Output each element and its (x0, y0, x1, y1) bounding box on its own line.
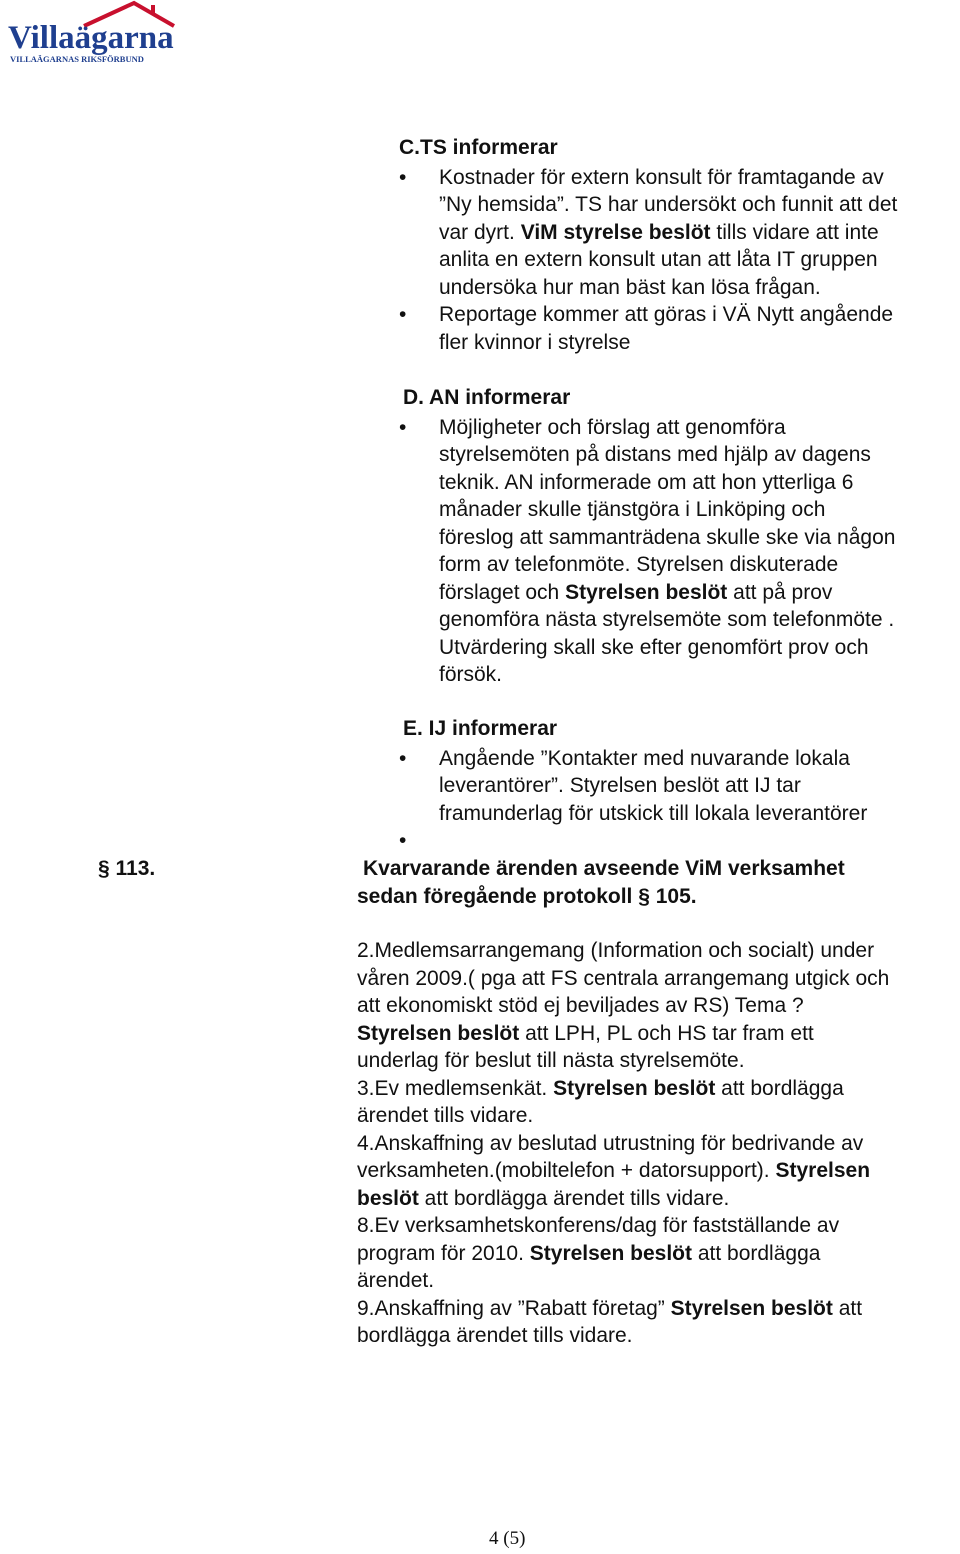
section-d (399, 384, 959, 689)
villaagarna-logo (6, 0, 176, 66)
text-line: anlita en extern konsult utan att låta IT gruppen (439, 248, 878, 271)
text-line: Kvarvarande ärenden avseende ViM verksamhet (363, 857, 845, 880)
section-e (399, 715, 959, 854)
text-line: försök. (439, 663, 503, 686)
text-line: sedan föregående protokoll § 105. (357, 884, 697, 908)
section-symbol: § (98, 857, 110, 880)
text-line: våren 2009.( pga att FS centrala arrangemang utgick och (357, 966, 890, 990)
section-c-bullet-1 (399, 164, 959, 302)
text-line: underlag för beslut till nästa styrelsemöte. (357, 1049, 745, 1072)
text-line: 8.Ev verksamhetskonferens/dag för fastställande av (357, 1214, 840, 1237)
section-c-bullet-2 (399, 301, 959, 356)
text-line: föreslog att sammanträdena skulle ske via någon (439, 525, 896, 549)
section-e-heading: E. IJ informerar (403, 717, 558, 740)
text-line: Angående ”Kontakter med nuvarande lokala (439, 746, 850, 770)
paragraph-title (357, 855, 957, 910)
text-line: styrelsemöten på distans med hjälp av dagens (439, 443, 871, 466)
text-line: Reportage kommer att göras i VÄ Nytt angående (439, 303, 894, 326)
text-line: var dyrt. ViM styrelse beslöt tills vidare att inte (439, 220, 879, 244)
bullet-dot: • (399, 415, 407, 439)
text-line: program för 2010. Styrelsen beslöt att bordlägga (357, 1241, 821, 1265)
text-line: bordlägga ärendet tills vidare. (357, 1324, 633, 1347)
section-e-bullet-empty (399, 827, 959, 854)
text-line: verksamheten.(mobiltelefon + datorsupport). Styrelsen (357, 1159, 871, 1182)
text-line: undersöka hur man bäst kan lösa frågan. (439, 275, 821, 299)
text-line: att ekonomiskt stöd ej beviljades av RS) Tema ? (357, 994, 804, 1017)
text-line: Utvärdering skall ske efter genomfört prov och (439, 635, 869, 659)
section-e-bullet-1 (399, 745, 959, 828)
logo-graphic (6, 0, 176, 66)
text-line: beslöt att bordlägga ärendet tills vidare. (357, 1186, 730, 1210)
text-line: teknik. AN informerade om att hon ytterliga 6 (439, 470, 854, 494)
bullet-dot: • (399, 746, 407, 770)
text-line: 4.Anskaffning av beslutad utrustning för bedrivande av (357, 1131, 864, 1155)
logo-tagline: VILLAÄGARNAS RIKSFÖRBUND (10, 54, 144, 64)
logo-wordmark: Villaägarna (8, 20, 174, 56)
text-line: genomföra nästa styrelsemöte som telefonmöte . (439, 608, 895, 631)
bullet-dot: • (399, 829, 407, 852)
text-line: Kostnader för extern konsult för framtagande av (439, 165, 884, 189)
section-c-heading: C.TS informerar (399, 136, 558, 159)
bullet-dot: • (399, 165, 407, 189)
text-line: ”Ny hemsida”. TS har undersökt och funnit att det (439, 193, 898, 216)
text-line: Styrelsen beslöt att LPH, PL och HS tar fram ett (357, 1021, 814, 1045)
text-line: Möjligheter och förslag att genomföra (439, 415, 786, 439)
text-line: ärendet tills vidare. (357, 1104, 534, 1127)
paragraph-number-text: 113. (115, 857, 156, 880)
text-line: framunderlag för utskick till lokala leverantörer (439, 801, 868, 825)
section-d-bullet-1 (399, 414, 959, 689)
page-number: 4 (5) (489, 1528, 526, 1549)
section-d-heading: D. AN informerar (403, 386, 571, 409)
text-line: leverantörer”. Styrelsen beslöt att IJ tar (439, 774, 801, 797)
text-line: 3.Ev medlemsenkät. Styrelsen beslöt att bordlägga (357, 1076, 844, 1100)
bullet-dot: • (399, 303, 407, 326)
text-line: form av telefonmöte. Styrelsen diskuterade (439, 553, 839, 576)
text-line: månader skulle tjänstgöra i Linköping och (439, 498, 826, 521)
remaining-items (357, 937, 957, 1350)
text-line: fler kvinnor i styrelse (439, 330, 631, 354)
text-line: 2.Medlemsarrangemang (Information och socialt) under (357, 939, 875, 962)
text-line: 9.Anskaffning av ”Rabatt företag” Styrelsen beslöt att (357, 1296, 863, 1320)
paragraph-number (98, 855, 155, 883)
text-line: ärendet. (357, 1269, 435, 1292)
text-line: förslaget och Styrelsen beslöt att på prov (439, 580, 833, 604)
section-c (399, 134, 959, 356)
